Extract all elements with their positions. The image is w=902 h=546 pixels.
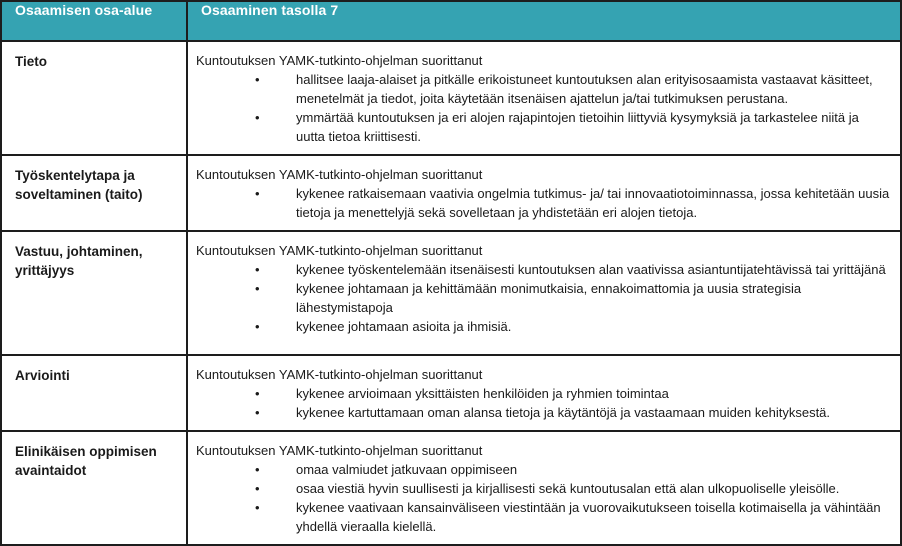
bullet-marker: • [255,462,260,477]
table-row-tyoskentelytapa [1,155,901,231]
column-header-osaaminen-tasolla-7: Osaaminen tasolla 7 [187,1,901,41]
bullet-item [255,279,890,317]
row-area-label: Vastuu, johtaminen, yrittäjyys [1,231,187,355]
intro-text: Kuntoutuksen YAMK-tutkinto-ohjelman suorittanut [196,443,483,458]
row-area-label: Tieto [1,41,187,155]
bullet-text: kykenee johtamaan asioita ja ihmisiä. [296,319,512,334]
bullet-marker: • [255,281,260,296]
bullet-text: kykenee kartuttamaan oman alansa tietoja ja käytäntöjä ja vastaamaan muiden kehityksestä. [296,405,831,420]
bullet-list [196,460,890,536]
row-description-cell [187,355,901,431]
bullet-marker: • [255,262,260,277]
bullet-list [196,70,890,146]
intro-text: Kuntoutuksen YAMK-tutkinto-ohjelman suorittanut [196,243,483,258]
table-row-arviointi [1,355,901,431]
bullet-text: omaa valmiudet jatkuvaan oppimiseen [296,462,518,477]
row-description-cell [187,155,901,231]
bullet-item [255,384,890,403]
intro-text: Kuntoutuksen YAMK-tutkinto-ohjelman suorittanut [196,367,483,382]
bullet-marker: • [255,481,260,496]
bullet-marker: • [255,386,260,401]
row-area-label: Arviointi [1,355,187,431]
bullet-list [196,184,890,222]
bullet-text: kykenee vaativaan kansainväliseen viestintään ja vuorovaikutukseen toisella kotimaisella ja vähintään yhdellä vieraalla kielellä. [296,500,881,534]
bullet-list [196,384,890,422]
intro-text: Kuntoutuksen YAMK-tutkinto-ohjelman suorittanut [196,167,483,182]
bullet-text: kykenee työskentelemään itsenäisesti kuntoutuksen alan vaativissa asiantuntijatehtävissä tai yrittäjänä [296,262,886,277]
bullet-text: kykenee arvioimaan yksittäisten henkilöiden ja ryhmien toimintaa [296,386,669,401]
row-description-cell [187,41,901,155]
bullet-marker: • [255,186,260,201]
bullet-text: kykenee johtamaan ja kehittämään monimutkaisia, ennakoimattomia ja uusia strategisia lähestymistapoja [296,281,802,315]
bullet-item [255,317,890,336]
bullet-marker: • [255,110,260,125]
bullet-item [255,184,890,222]
bullet-item [255,108,890,146]
table-row-elinikainen-oppiminen [1,431,901,545]
row-area-label: Työskentelytapa ja soveltaminen (taito) [1,155,187,231]
column-header-osaamisen-osa-alue: Osaamisen osa-alue [1,1,187,41]
table-row-vastuu [1,231,901,355]
bullet-item [255,460,890,479]
bullet-text: hallitsee laaja-alaiset ja pitkälle erikoistuneet kuntoutuksen alan erityisosaamista vastaavat käsitteet, menetelmät ja tiedot, joita käytetään itsenäisen ajattelun ja/tai tutkimuksen perustana. [296,72,873,106]
bullet-text: kykenee ratkaisemaan vaativia ongelmia tutkimus- ja/ tai innovaatiotoiminnassa, jossa kehitetään uusia tietoja ja menettelyjä sekä sovelletaan ja yhdistetään eri alojen tietoja. [296,186,890,220]
bullet-item [255,260,890,279]
row-description-cell [187,431,901,545]
bullet-text: osaa viestiä hyvin suullisesti ja kirjallisesti sekä kuntoutusalan että alan ulkopuoliselle yleisölle. [296,481,840,496]
bullet-marker: • [255,405,260,420]
bullet-item [255,70,890,108]
bullet-text: ymmärtää kuntoutuksen ja eri alojen rajapintojen tietoihin liittyviä kysymyksiä ja tarkastelee niitä ja uutta tietoa kriittisesti. [296,110,859,144]
row-area-label: Elinikäisen oppimisen avaintaidot [1,431,187,545]
intro-text: Kuntoutuksen YAMK-tutkinto-ohjelman suorittanut [196,53,483,68]
bullet-item [255,403,890,422]
bullet-item [255,498,890,536]
bullet-marker: • [255,72,260,87]
bullet-item [255,479,890,498]
table-row-tieto [1,41,901,155]
bullet-marker: • [255,319,260,334]
row-description-cell [187,231,901,355]
header-row [1,1,901,41]
bullet-list [196,260,890,336]
bullet-marker: • [255,500,260,515]
